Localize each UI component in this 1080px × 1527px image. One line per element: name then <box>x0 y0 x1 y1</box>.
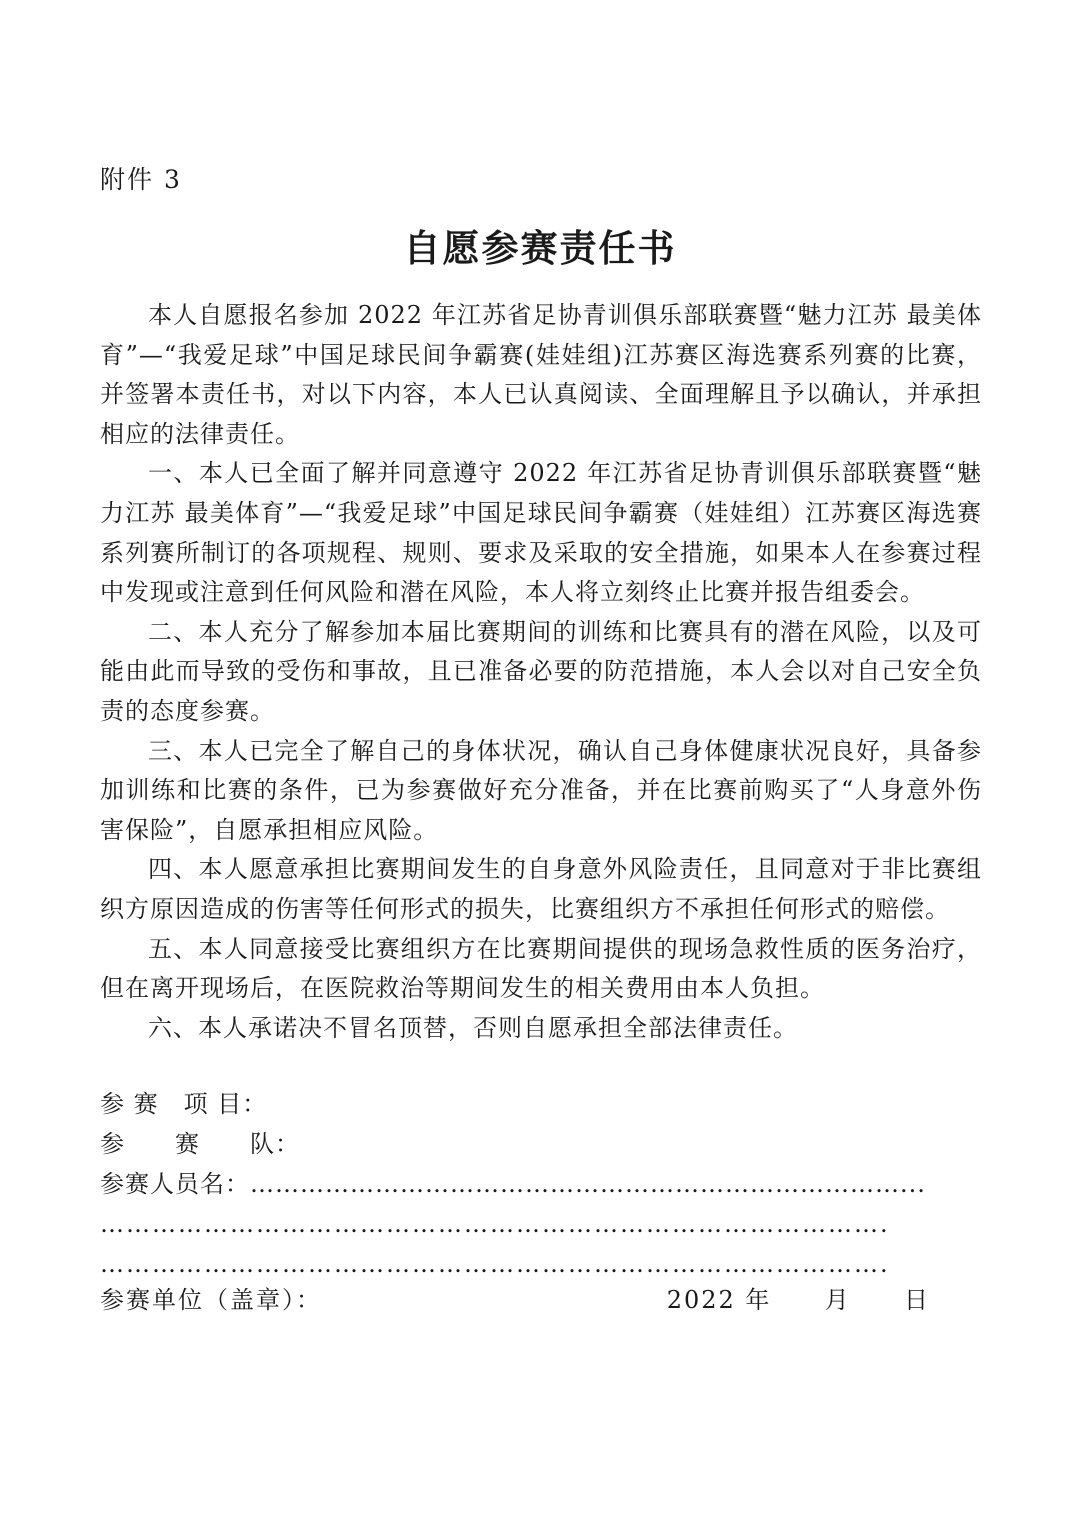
paragraph-clause-6: 六、本人承诺决不冒名顶替，否则自愿承担全部法律责任。 <box>148 1013 798 1042</box>
event-field <box>100 1084 990 1124</box>
paragraph-clause-2: 二、本人充分了解参加本届比赛期间的训练和比赛具有的潜在风险，以及可能由此而导致的受伤和事故，且已准备必要的防范措施，本人会以对自己安全负责的态度参赛。 <box>100 617 982 725</box>
date-line <box>667 1280 930 1320</box>
form-fields <box>100 1084 990 1204</box>
paragraph-clause-3: 三、本人已完全了解自己的身体状况，确认自己身体健康状况良好，具备参加训练和比赛的条件，已为参赛做好充分准备，并在比赛前购买了“人身意外伤害保险”，自愿承担相应风险。 <box>100 736 982 844</box>
team-field <box>100 1124 990 1164</box>
document-title: 自愿参赛责任书 <box>403 226 677 270</box>
paragraph-clause-4: 四、本人愿意承担比赛期间发生的自身意外风险责任，且同意对于非比赛组织方原因造成的伤害等任何形式的损失，比赛组织方不承担任何形式的赔偿。 <box>100 855 982 923</box>
blank-dotted-line-1: ………………………………………………………………………………. <box>100 1210 890 1238</box>
event-label: 参 赛 项 目： <box>100 1090 268 1118</box>
paragraph-intro: 本人自愿报名参加 2022 年江苏省足协青训俱乐部联赛暨“魅力江苏 最美体育”—“我爱足球”中国足球民间争霸赛(娃娃组)江苏赛区海选赛系列赛的比赛，并签署本责任书，对以下内容，本人已认真阅读、全面理解且予以确认，并承担相应的法律责任。 <box>100 301 982 448</box>
unit-seal-label: 参赛单位（盖章）： <box>100 1286 322 1314</box>
signature-footer <box>100 1280 930 1320</box>
team-label: 参 赛 队： <box>100 1130 300 1158</box>
attachment-label: 附件 3 <box>100 165 182 194</box>
participants-dotted-line: ……………………………………………………………………... <box>250 1170 926 1198</box>
participants-field <box>100 1164 990 1204</box>
date-day: 日 <box>904 1286 930 1314</box>
participants-label: 参赛人员名： <box>100 1170 250 1198</box>
paragraph-clause-1: 一、本人已全面了解并同意遵守 2022 年江苏省足协青训俱乐部联赛暨“魅力江苏 最美体育”—“我爱足球”中国足球民间争霸赛（娃娃组）江苏赛区海选赛系列赛所制订的各项规程、规则、要求及采取的安全措施，如果本人在参赛过程中发现或注意到任何风险和潜在风险，本人将立刻终止比赛并报告组委会。 <box>100 459 982 607</box>
body-text <box>100 296 982 1048</box>
blank-dotted-line-2: ………………………………………………………………………………. <box>100 1250 890 1278</box>
date-month: 月 <box>824 1286 851 1314</box>
date-year: 2022 年 <box>666 1286 772 1314</box>
paragraph-clause-5: 五、本人同意接受比赛组织方在比赛期间提供的现场急救性质的医务治疗，但在离开现场后，在医院救治等期间发生的相关费用由本人负担。 <box>100 934 982 1003</box>
